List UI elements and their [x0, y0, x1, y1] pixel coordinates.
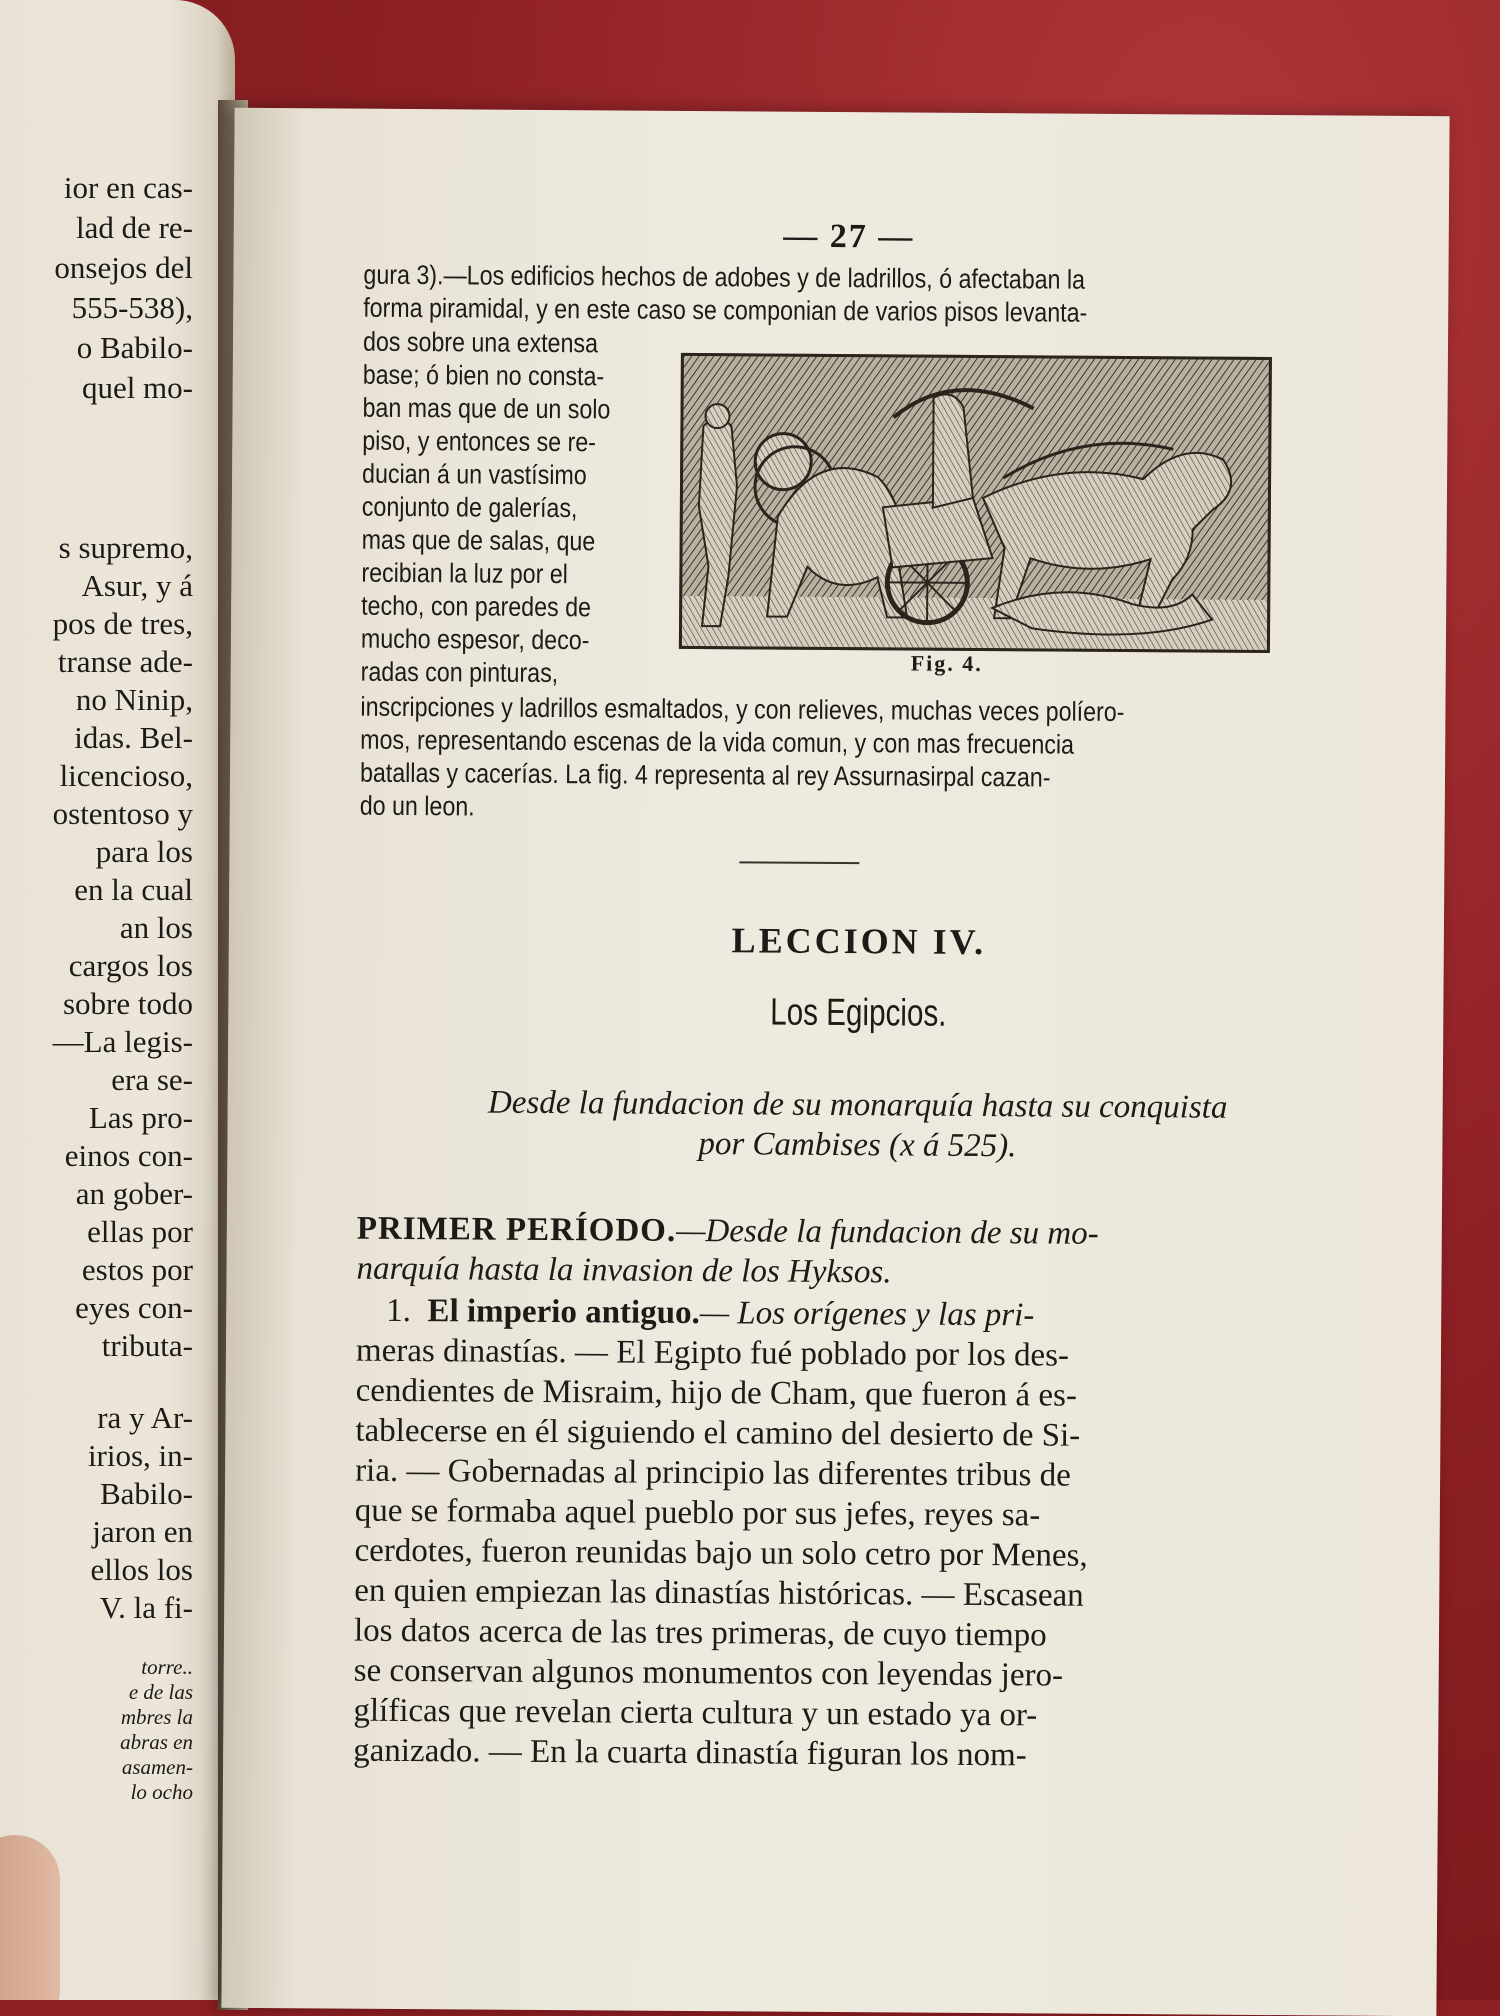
text-line: recibian la luz por el — [361, 557, 569, 590]
left-page-footnote: abras en — [120, 1730, 193, 1754]
left-page-line: ra y Ar- — [97, 1400, 193, 1435]
left-page-line: ellas por — [87, 1214, 193, 1249]
left-page-line: para los — [95, 834, 193, 869]
text-line: conjunto de galerías, — [361, 491, 578, 524]
left-page-line: sobre todo — [62, 986, 193, 1021]
text-line: piso, y entonces se re- — [362, 425, 597, 458]
body-line: se conservan algunos monumentos con leyendas jero- — [353, 1652, 1064, 1694]
left-page-line: era se- — [111, 1062, 193, 1097]
thumb — [0, 1835, 60, 2000]
text-line: mas que de salas, que — [361, 524, 596, 557]
period-range-line: Desde la fundacion de su monarquía hasta su conquista — [487, 1084, 1228, 1126]
left-page-line: Las pro- — [88, 1100, 193, 1135]
body-line: tablecerse en él siguiendo el camino del desierto de Si- — [355, 1412, 1081, 1454]
text-line: forma piramidal, y en este caso se componian de varios pisos levanta- — [363, 292, 1088, 328]
left-page-line: quel mo- — [81, 370, 193, 405]
body-line: glíficas que revelan cierta cultura y un estado ya or- — [353, 1692, 1038, 1734]
left-page-line: 555-538), — [71, 290, 193, 325]
body-line: meras dinastías. — El Egipto fué poblado por los des- — [355, 1332, 1070, 1374]
left-page-line: eyes con- — [75, 1290, 193, 1325]
left-page-footnote: asamen- — [121, 1755, 193, 1779]
left-page-footnote: mbres la — [120, 1705, 193, 1729]
left-page-line: V. la fi- — [99, 1590, 193, 1625]
left-page-line: onsejos del — [54, 250, 193, 285]
body-line: ria. — Gobernadas al principio las diferentes tribus de — [355, 1452, 1071, 1494]
left-page-line: einos con- — [64, 1138, 193, 1173]
left-page-line: lad de re- — [75, 210, 193, 245]
text-line: radas con pinturas, — [360, 656, 559, 689]
section-heading: El imperio antiguo. — [427, 1293, 700, 1332]
right-page — [221, 108, 1449, 2016]
left-page-line: Asur, y á — [81, 568, 193, 603]
text-line: techo, con paredes de — [361, 590, 592, 623]
lesson-title: LECCION IV. — [731, 920, 987, 963]
text-line: inscripciones y ladrillos esmaltados, y con relieves, muchas veces políero- — [360, 691, 1125, 728]
left-page-line: Babilo- — [100, 1476, 193, 1511]
left-page-line: an los — [119, 910, 193, 945]
figure-caption: Fig. 4. — [910, 650, 983, 677]
section-intro: — Los orígenes y las pri- — [699, 1295, 1035, 1334]
divider-rule — [739, 861, 859, 864]
left-page-line: —La legis- — [52, 1024, 193, 1059]
left-page-line: cargos los — [68, 948, 193, 983]
period-heading-line — [357, 1209, 1357, 1256]
body-line: los datos acerca de las tres primeras, de cuyo tiempo — [353, 1612, 1047, 1654]
body-line: cerdotes, fueron reunidas bajo un solo cetro por Menes, — [354, 1532, 1088, 1574]
text-line: ducian á un vastísimo — [361, 458, 587, 491]
text-line: batallas y cacerías. La fig. 4 representa al rey Assurnasirpal cazan- — [359, 757, 1051, 793]
left-page-line: tributa- — [101, 1328, 193, 1363]
left-page-footnote: lo ocho — [130, 1780, 193, 1804]
text-line: mucho espesor, deco- — [360, 623, 590, 656]
section-heading-line — [386, 1291, 1386, 1338]
left-page-footnote: torre.. — [141, 1655, 193, 1679]
engraving-illustration — [679, 353, 1272, 653]
left-page-line: transe ade- — [57, 644, 193, 679]
left-page-line: o Babilo- — [76, 330, 193, 365]
left-page-line: en la cual — [74, 872, 193, 907]
left-page-line: irios, in- — [87, 1438, 193, 1473]
period-text: narquía hasta la invasion de los Hyksos. — [356, 1250, 892, 1291]
text-line: mos, representando escenas de la vida comun, y con mas frecuencia — [360, 724, 1075, 760]
body-line: que se formaba aquel pueblo por sus jefes, reyes sa- — [354, 1492, 1041, 1534]
body-line: en quien empiezan las dinastías históricas. — Escasean — [354, 1572, 1084, 1614]
period-text: —Desde la fundacion de su mo- — [676, 1212, 1099, 1252]
left-page-line: s supremo, — [58, 530, 193, 565]
page-number: — 27 — — [783, 217, 915, 256]
king-hunting-lion-engraving — [682, 356, 1269, 650]
left-page-line: no Ninip, — [75, 682, 193, 717]
text-line: base; ó bien no consta- — [362, 359, 605, 392]
left-page-footnote: e de las — [128, 1680, 193, 1704]
left-page — [0, 0, 235, 2000]
left-page-line: jaron en — [92, 1514, 193, 1549]
period-heading-line — [356, 1249, 1356, 1296]
text-line: gura 3).—Los edificios hechos de adobes y de ladrillos, ó afectaban la — [363, 259, 1086, 295]
text-line: ban mas que de un solo — [362, 392, 611, 425]
left-page-line: an gober- — [75, 1176, 193, 1211]
period-label: PRIMER PERÍODO. — [356, 1210, 677, 1249]
left-page-line: pos de tres, — [52, 606, 193, 641]
section-number: 1. — [386, 1292, 412, 1330]
left-page-line: licencioso, — [59, 758, 193, 793]
left-page-line: idas. Bel- — [74, 720, 193, 755]
body-line: ganizado. — En la cuarta dinastía figuran los nom- — [353, 1732, 1027, 1774]
left-page-line: ostentoso y — [52, 796, 193, 831]
left-page-line: ior en cas- — [63, 170, 193, 205]
left-page-line: ellos los — [90, 1552, 193, 1587]
period-range-line: por Cambises (x á 525). — [698, 1126, 1017, 1165]
text-line: do un leon. — [359, 790, 475, 822]
left-page-line: estos por — [81, 1252, 193, 1287]
body-line: cendientes de Misraim, hijo de Cham, que fueron á es- — [355, 1372, 1078, 1414]
text-line: dos sobre una extensa — [362, 326, 599, 359]
lesson-subtitle: Los Egipcios. — [770, 991, 947, 1035]
